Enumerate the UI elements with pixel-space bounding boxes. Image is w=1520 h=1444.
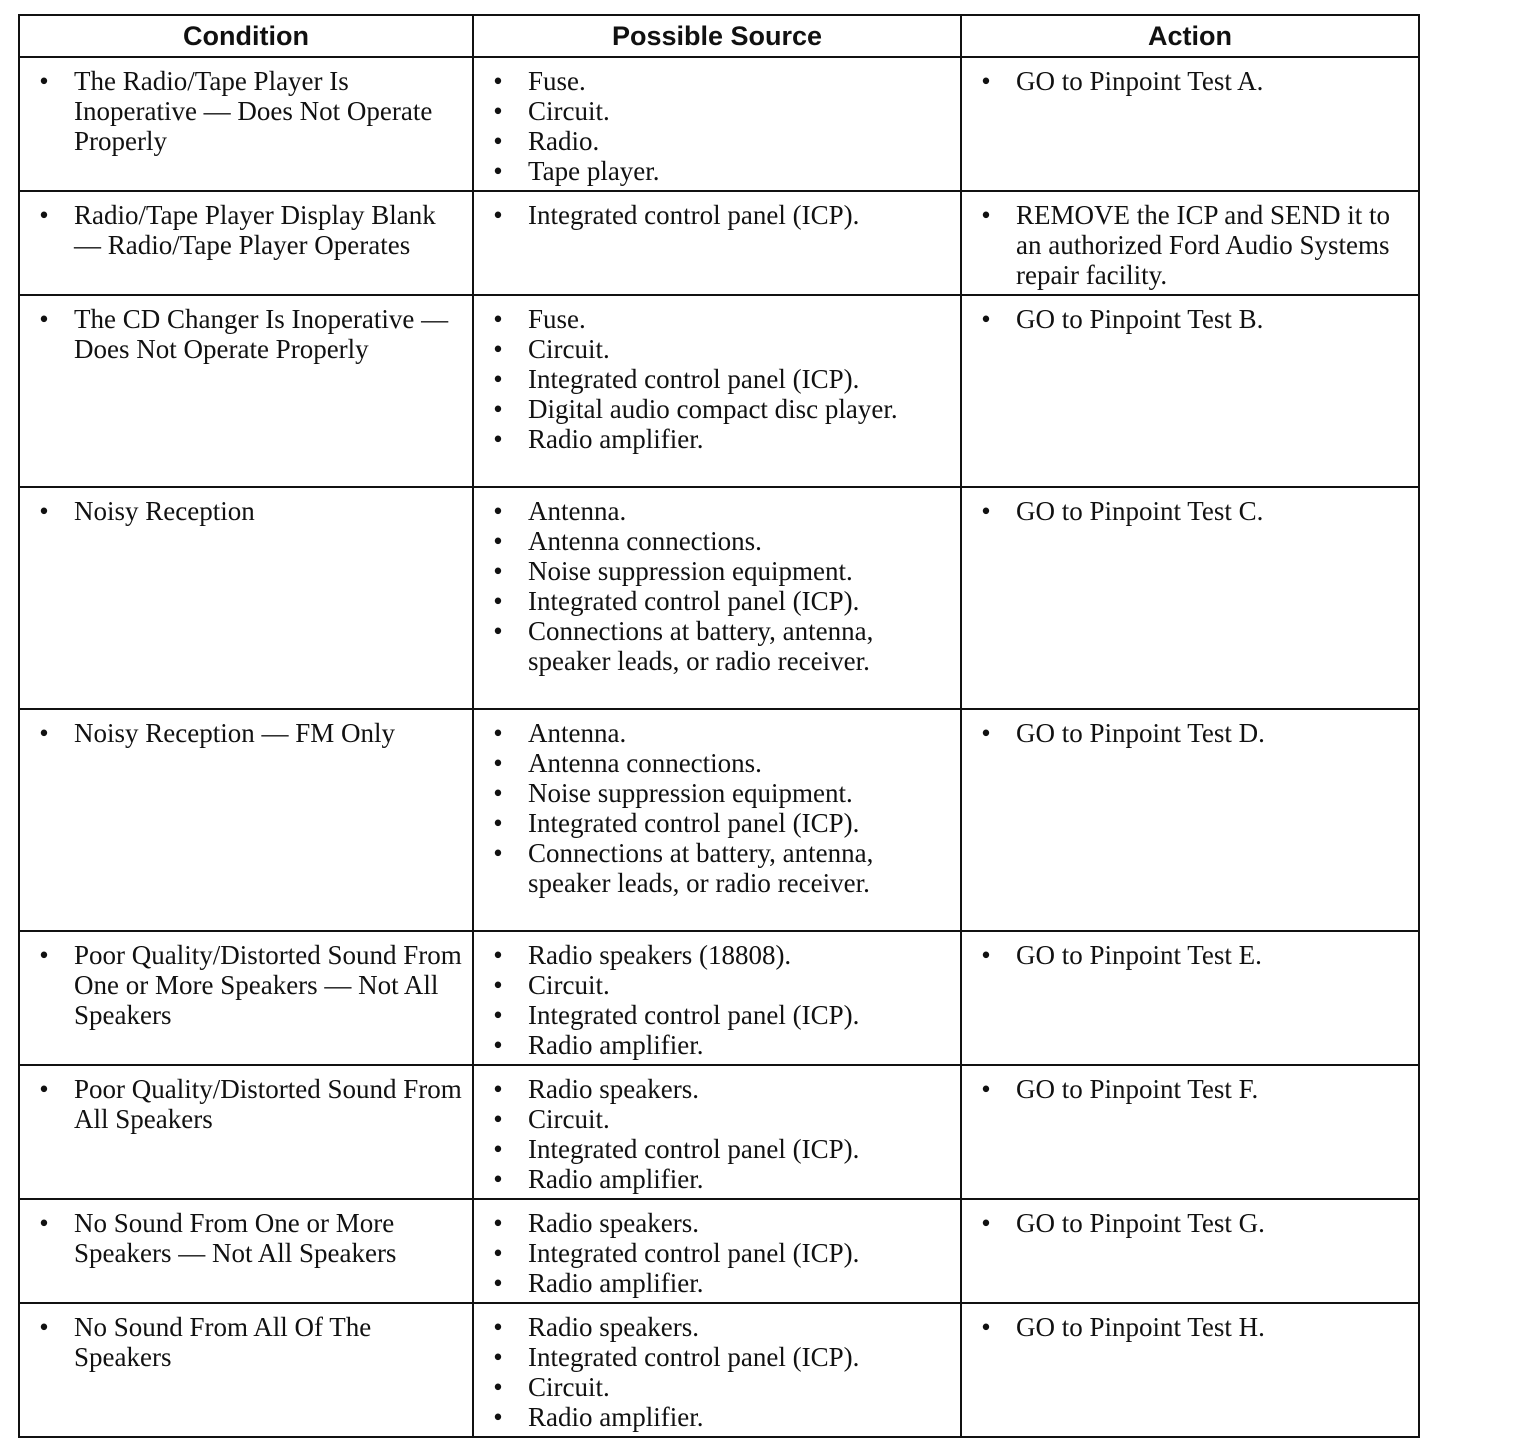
- action-item-text: GO to Pinpoint Test E.: [1016, 940, 1262, 970]
- bullet-icon: •: [39, 200, 49, 230]
- source-item-text: Radio speakers.: [528, 1208, 699, 1238]
- action-cell-list: [970, 304, 1410, 334]
- condition-cell-list: [28, 1208, 464, 1268]
- action-item: [970, 496, 1410, 526]
- possible-source-cell-list: [482, 718, 952, 898]
- bullet-icon: •: [493, 496, 503, 526]
- source-item: [482, 1074, 952, 1104]
- bullet-icon: •: [493, 970, 503, 1000]
- bullet-icon: •: [493, 394, 503, 424]
- source-item: [482, 1030, 952, 1060]
- bullet-icon: •: [493, 200, 503, 230]
- bullet-icon: •: [39, 304, 49, 334]
- bullet-icon: •: [493, 1104, 503, 1134]
- source-item: [482, 1402, 952, 1432]
- condition-item: [28, 200, 464, 260]
- source-item: [482, 748, 952, 778]
- action-item: [970, 718, 1410, 748]
- condition-item-text: The Radio/Tape Player Is Inoperative — Does Not Operate Properly: [74, 66, 433, 156]
- bullet-icon: •: [39, 1208, 49, 1238]
- action-cell-list: [970, 718, 1410, 748]
- bullet-icon: •: [493, 96, 503, 126]
- action-cell: [961, 191, 1419, 295]
- table-row: [19, 295, 1419, 487]
- bullet-icon: •: [493, 1238, 503, 1268]
- action-item-text: GO to Pinpoint Test H.: [1016, 1312, 1265, 1342]
- source-item-text: Antenna connections.: [528, 526, 762, 556]
- possible-source-cell: [473, 295, 961, 487]
- source-item: [482, 1372, 952, 1402]
- action-item-text: GO to Pinpoint Test A.: [1016, 66, 1264, 96]
- source-item: [482, 970, 952, 1000]
- bullet-icon: •: [39, 940, 49, 970]
- action-item-text: GO to Pinpoint Test B.: [1016, 304, 1264, 334]
- source-item: [482, 394, 952, 424]
- action-cell: [961, 487, 1419, 709]
- condition-item-text: The CD Changer Is Inoperative — Does Not Operate Properly: [74, 304, 449, 364]
- source-item-text: Noise suppression equipment.: [528, 556, 853, 586]
- source-item: [482, 1104, 952, 1134]
- condition-cell-list: [28, 718, 464, 748]
- header-possible-source: Possible Source: [473, 15, 961, 57]
- source-item-text: Noise suppression equipment.: [528, 778, 853, 808]
- source-item: [482, 126, 952, 156]
- source-item: [482, 1342, 952, 1372]
- source-item-text: Tape player.: [528, 156, 660, 186]
- bullet-icon: •: [493, 1372, 503, 1402]
- source-item: [482, 304, 952, 334]
- condition-cell: [19, 191, 473, 295]
- source-item: [482, 1208, 952, 1238]
- source-item-text: Integrated control panel (ICP).: [528, 364, 860, 394]
- bullet-icon: •: [39, 1074, 49, 1104]
- bullet-icon: •: [493, 1208, 503, 1238]
- action-cell-list: [970, 66, 1410, 96]
- bullet-icon: •: [493, 778, 503, 808]
- source-item-text: Digital audio compact disc player.: [528, 394, 898, 424]
- action-cell: [961, 709, 1419, 931]
- source-item: [482, 718, 952, 748]
- table-row: [19, 931, 1419, 1065]
- bullet-icon: •: [493, 424, 503, 454]
- source-item-text: Integrated control panel (ICP).: [528, 1342, 860, 1372]
- action-item: [970, 1074, 1410, 1104]
- condition-item: [28, 1208, 464, 1268]
- condition-item: [28, 718, 464, 748]
- source-item-text: Radio amplifier.: [528, 1402, 704, 1432]
- source-item-text: Antenna.: [528, 718, 627, 748]
- bullet-icon: •: [493, 940, 503, 970]
- bullet-icon: •: [981, 1074, 991, 1104]
- table-row: [19, 57, 1419, 191]
- source-item-text: Integrated control panel (ICP).: [528, 808, 860, 838]
- action-item: [970, 66, 1410, 96]
- action-cell: [961, 57, 1419, 191]
- header-condition: Condition: [19, 15, 473, 57]
- possible-source-cell-list: [482, 66, 952, 186]
- bullet-icon: •: [981, 66, 991, 96]
- source-item-text: Circuit.: [528, 1372, 610, 1402]
- condition-cell: [19, 57, 473, 191]
- bullet-icon: •: [493, 156, 503, 186]
- possible-source-cell-list: [482, 304, 952, 454]
- action-item: [970, 1312, 1410, 1342]
- action-cell: [961, 1199, 1419, 1303]
- condition-cell-list: [28, 1074, 464, 1134]
- header-row: [19, 15, 1419, 57]
- possible-source-cell-list: [482, 1312, 952, 1432]
- bullet-icon: •: [493, 1074, 503, 1104]
- bullet-icon: •: [493, 126, 503, 156]
- bullet-icon: •: [493, 364, 503, 394]
- bullet-icon: •: [493, 526, 503, 556]
- source-item-text: Radio amplifier.: [528, 1164, 704, 1194]
- source-item: [482, 940, 952, 970]
- source-item-text: Radio amplifier.: [528, 424, 704, 454]
- bullet-icon: •: [981, 1312, 991, 1342]
- action-item-text: REMOVE the ICP and SEND it to an authorized Ford Audio Systems repair facility.: [1016, 200, 1390, 290]
- bullet-icon: •: [981, 200, 991, 230]
- action-item: [970, 200, 1410, 290]
- source-item-text: Integrated control panel (ICP).: [528, 1134, 860, 1164]
- condition-cell: [19, 709, 473, 931]
- bullet-icon: •: [493, 808, 503, 838]
- bullet-icon: •: [493, 304, 503, 334]
- possible-source-cell-list: [482, 496, 952, 676]
- source-item: [482, 1000, 952, 1030]
- source-item-text: Circuit.: [528, 1104, 610, 1134]
- bullet-icon: •: [493, 838, 503, 868]
- source-item-text: Radio speakers (18808).: [528, 940, 792, 970]
- condition-cell: [19, 1303, 473, 1437]
- action-item-text: GO to Pinpoint Test C.: [1016, 496, 1264, 526]
- possible-source-cell: [473, 487, 961, 709]
- action-item-text: GO to Pinpoint Test F.: [1016, 1074, 1259, 1104]
- condition-item-text: Poor Quality/Distorted Sound From One or More Speakers — Not All Speakers: [74, 940, 462, 1030]
- possible-source-cell-list: [482, 1208, 952, 1298]
- action-cell-list: [970, 1208, 1410, 1238]
- header-action: Action: [961, 15, 1419, 57]
- source-item: [482, 778, 952, 808]
- bullet-icon: •: [981, 940, 991, 970]
- action-cell-list: [970, 496, 1410, 526]
- source-item: [482, 616, 952, 676]
- bullet-icon: •: [493, 556, 503, 586]
- source-item-text: Connections at battery, antenna, speaker leads, or radio receiver.: [528, 616, 874, 676]
- source-item: [482, 200, 952, 230]
- possible-source-cell: [473, 191, 961, 295]
- bullet-icon: •: [493, 718, 503, 748]
- condition-item-text: Radio/Tape Player Display Blank — Radio/Tape Player Operates: [74, 200, 436, 260]
- condition-item-text: No Sound From One or More Speakers — Not All Speakers: [74, 1208, 397, 1268]
- source-item-text: Fuse.: [528, 66, 586, 96]
- source-item-text: Integrated control panel (ICP).: [528, 586, 860, 616]
- bullet-icon: •: [981, 304, 991, 334]
- source-item: [482, 526, 952, 556]
- source-item: [482, 1164, 952, 1194]
- source-item-text: Radio amplifier.: [528, 1030, 704, 1060]
- source-item-text: Integrated control panel (ICP).: [528, 1238, 860, 1268]
- source-item-text: Integrated control panel (ICP).: [528, 1000, 860, 1030]
- possible-source-cell: [473, 1065, 961, 1199]
- action-cell-list: [970, 1312, 1410, 1342]
- source-item-text: Circuit.: [528, 96, 610, 126]
- source-item: [482, 1238, 952, 1268]
- source-item: [482, 1312, 952, 1342]
- source-item-text: Circuit.: [528, 334, 610, 364]
- possible-source-cell: [473, 709, 961, 931]
- bullet-icon: •: [493, 1312, 503, 1342]
- bullet-icon: •: [493, 1134, 503, 1164]
- source-item: [482, 586, 952, 616]
- possible-source-cell: [473, 1303, 961, 1437]
- source-item: [482, 1268, 952, 1298]
- symptom-chart-table: [18, 14, 1420, 1438]
- table-row: [19, 709, 1419, 931]
- condition-cell: [19, 931, 473, 1065]
- source-item: [482, 334, 952, 364]
- action-item-text: GO to Pinpoint Test D.: [1016, 718, 1265, 748]
- source-item: [482, 156, 952, 186]
- bullet-icon: •: [39, 66, 49, 96]
- table-body: [19, 57, 1419, 1437]
- source-item: [482, 838, 952, 898]
- condition-cell: [19, 1199, 473, 1303]
- bullet-icon: •: [39, 1312, 49, 1342]
- action-cell-list: [970, 200, 1410, 290]
- condition-item-text: Poor Quality/Distorted Sound From All Speakers: [74, 1074, 462, 1134]
- source-item: [482, 808, 952, 838]
- bullet-icon: •: [493, 1000, 503, 1030]
- condition-cell-list: [28, 66, 464, 156]
- bullet-icon: •: [493, 66, 503, 96]
- table-row: [19, 1303, 1419, 1437]
- bullet-icon: •: [493, 334, 503, 364]
- condition-item-text: Noisy Reception — FM Only: [74, 718, 395, 748]
- bullet-icon: •: [981, 718, 991, 748]
- source-item-text: Radio amplifier.: [528, 1268, 704, 1298]
- condition-cell-list: [28, 304, 464, 364]
- source-item: [482, 96, 952, 126]
- bullet-icon: •: [493, 1030, 503, 1060]
- table-row: [19, 191, 1419, 295]
- bullet-icon: •: [39, 496, 49, 526]
- action-cell-list: [970, 940, 1410, 970]
- condition-cell-list: [28, 200, 464, 260]
- source-item: [482, 556, 952, 586]
- source-item-text: Integrated control panel (ICP).: [528, 200, 860, 230]
- condition-cell: [19, 295, 473, 487]
- bullet-icon: •: [493, 1268, 503, 1298]
- source-item: [482, 66, 952, 96]
- condition-item: [28, 1312, 464, 1372]
- action-item: [970, 304, 1410, 334]
- table-row: [19, 1065, 1419, 1199]
- source-item-text: Radio speakers.: [528, 1312, 699, 1342]
- action-cell: [961, 1065, 1419, 1199]
- condition-item: [28, 304, 464, 364]
- bullet-icon: •: [39, 718, 49, 748]
- condition-cell-list: [28, 496, 464, 526]
- source-item-text: Antenna connections.: [528, 748, 762, 778]
- action-cell: [961, 295, 1419, 487]
- source-item-text: Circuit.: [528, 970, 610, 1000]
- possible-source-cell: [473, 1199, 961, 1303]
- source-item: [482, 424, 952, 454]
- table-row: [19, 487, 1419, 709]
- possible-source-cell-list: [482, 200, 952, 230]
- source-item-text: Fuse.: [528, 304, 586, 334]
- bullet-icon: •: [493, 616, 503, 646]
- source-item-text: Radio speakers.: [528, 1074, 699, 1104]
- bullet-icon: •: [493, 1164, 503, 1194]
- condition-item-text: Noisy Reception: [74, 496, 255, 526]
- condition-cell: [19, 1065, 473, 1199]
- condition-item: [28, 940, 464, 1030]
- possible-source-cell-list: [482, 1074, 952, 1194]
- action-item-text: GO to Pinpoint Test G.: [1016, 1208, 1265, 1238]
- source-item-text: Antenna.: [528, 496, 627, 526]
- possible-source-cell: [473, 931, 961, 1065]
- condition-item: [28, 1074, 464, 1134]
- action-cell: [961, 1303, 1419, 1437]
- source-item: [482, 496, 952, 526]
- condition-cell-list: [28, 940, 464, 1030]
- condition-cell-list: [28, 1312, 464, 1372]
- source-item-text: Connections at battery, antenna, speaker leads, or radio receiver.: [528, 838, 874, 898]
- condition-item-text: No Sound From All Of The Speakers: [74, 1312, 372, 1372]
- condition-item: [28, 66, 464, 156]
- bullet-icon: •: [493, 748, 503, 778]
- action-item: [970, 1208, 1410, 1238]
- bullet-icon: •: [493, 1342, 503, 1372]
- action-cell: [961, 931, 1419, 1065]
- bullet-icon: •: [981, 496, 991, 526]
- table-row: [19, 1199, 1419, 1303]
- action-item: [970, 940, 1410, 970]
- bullet-icon: •: [493, 586, 503, 616]
- bullet-icon: •: [981, 1208, 991, 1238]
- action-cell-list: [970, 1074, 1410, 1104]
- diagnosis-sheet: [18, 14, 1418, 1438]
- condition-item: [28, 496, 464, 526]
- bullet-icon: •: [493, 1402, 503, 1432]
- possible-source-cell-list: [482, 940, 952, 1060]
- source-item: [482, 1134, 952, 1164]
- source-item-text: Radio.: [528, 126, 600, 156]
- source-item: [482, 364, 952, 394]
- condition-cell: [19, 487, 473, 709]
- possible-source-cell: [473, 57, 961, 191]
